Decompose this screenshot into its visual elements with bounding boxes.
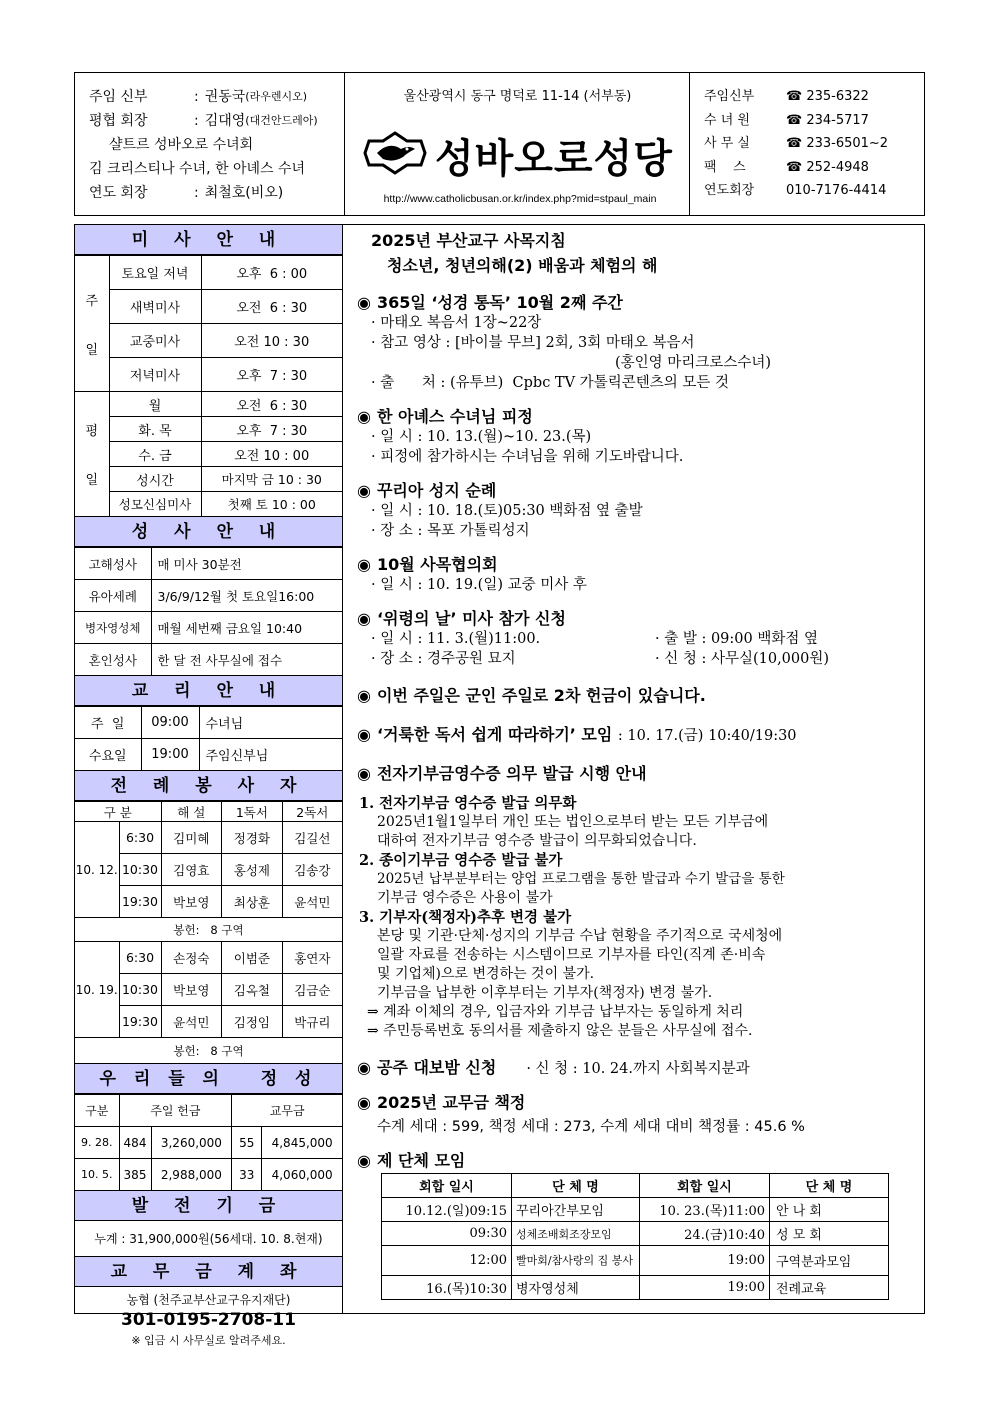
notice-title (357, 552, 922, 575)
ministers-title: 전 례 봉 사 자 (75, 771, 342, 801)
col-header: 해 설 (161, 802, 222, 822)
minister: 이범준 (222, 942, 283, 974)
mass-time: 오전 10 : 00 (201, 442, 342, 467)
doctrine-time: 09:00 (141, 707, 199, 739)
receipt-line: 2025년1월1일부터 개인 또는 법인으로부터 받는 모든 기부금에 (377, 814, 769, 830)
mass-time: 6:30 (119, 942, 161, 974)
sep: : (194, 89, 199, 105)
notice-title-text: 꾸리아 성지 순례 (376, 481, 497, 500)
sacrament-name: 고해성사 (75, 548, 151, 580)
council-line (89, 109, 344, 133)
mass-time: 오후 6 : 00 (201, 256, 342, 290)
bullet-icon: ◉ (357, 1151, 371, 1170)
doctrine-table (75, 706, 342, 771)
pastoral-title: 2025년 부산교구 사목지침 (371, 231, 566, 250)
col-header: 단 체 명 (512, 1174, 640, 1198)
minister: 윤석민 (161, 1006, 222, 1038)
col-header: 2독서 (282, 802, 342, 822)
contact-row (704, 132, 924, 156)
notice-title-text: 이번 주일은 군인 주일로 2차 헌금이 있습니다. (376, 686, 706, 705)
account-title: 교 무 금 계 좌 (75, 1257, 342, 1287)
mass-name: 저녁미사 (109, 358, 201, 392)
count: 385 (119, 1159, 151, 1191)
doctrine-title: 교 리 안 내 (75, 676, 342, 706)
count: 55 (232, 1127, 262, 1159)
mass-table (75, 255, 342, 517)
bullet-icon: ◉ (357, 407, 371, 426)
funeral-line (89, 181, 344, 205)
group-name: 빨마회/참사랑의 집 봉사 (512, 1246, 640, 1276)
sacrament-desc: 매 미사 30분전 (151, 548, 342, 580)
notice-title-text: 한 아녜스 수녀님 피정 (376, 407, 533, 426)
sep: : (194, 185, 199, 201)
col-header: 회합 일시 (640, 1174, 770, 1198)
bulletin-header (74, 72, 925, 216)
contact-label: 연도회장 (704, 183, 755, 198)
contact-row (704, 109, 924, 133)
minister: 김정임 (222, 1006, 283, 1038)
bullet-icon: ◉ (357, 686, 371, 705)
notice-title (357, 404, 922, 427)
mass-name: 성모신심미사 (109, 492, 201, 517)
week-date: 10. 12. (75, 822, 119, 918)
label-char: 주 (85, 293, 99, 309)
doctrine-day: 주 일 (75, 707, 141, 739)
minister: 김송강 (282, 854, 342, 886)
mass-time: 6:30 (119, 822, 161, 854)
bullet-icon: ◉ (357, 555, 371, 574)
mass-time: 19:30 (119, 1006, 161, 1038)
notice-detail: · 신 청 : 10. 24.까지 사회복지분과 (526, 1061, 750, 1077)
minister: 김옥철 (222, 974, 283, 1006)
notice-line: (홍인영 마리크로스수녀) (615, 355, 771, 371)
bullet-icon: ◉ (357, 1058, 371, 1077)
sacrament-desc: 3/6/9/12월 첫 토요일16:00 (151, 580, 342, 612)
website-url: http://www.catholicbusan.or.kr/index.php?mid=stpaul_main (383, 193, 657, 205)
minister: 최상훈 (222, 886, 283, 918)
group-name: 구역분과모임 (770, 1246, 889, 1276)
group-name: 성 모 회 (770, 1222, 889, 1246)
church-title-block (345, 73, 690, 215)
notice-title-text: 365일 ‘성경 통독’ 10월 2째 주간 (376, 293, 623, 312)
offering-table (75, 1094, 342, 1191)
group-time: 10. 23.(목)11:00 (640, 1198, 770, 1222)
notices-content (357, 228, 922, 1300)
notice-title (357, 761, 922, 784)
col-header: 단 체 명 (770, 1174, 889, 1198)
ministers-table (75, 801, 342, 1064)
account-number: 301-0195-2708-11 (121, 1310, 296, 1330)
receipt-line: 기부금을 납부한 이후부터는 기부자(책정자) 변경 불가. (377, 985, 713, 1001)
groups-table (381, 1173, 889, 1300)
notice-cell: · 장 소 : 경주공원 묘지 (371, 651, 516, 667)
offering-date: 9. 28. (75, 1127, 119, 1159)
group-name: 꾸리아간부모임 (512, 1198, 640, 1222)
contact-phone: ☎ 233-6501~2 (786, 136, 889, 151)
minister: 손정숙 (161, 942, 222, 974)
notice-line: · 장 소 : 목포 가톨릭성지 (371, 523, 530, 539)
sep: : (194, 113, 199, 129)
notice-line: · 마태오 복음서 1장~22장 (371, 315, 542, 331)
clergy-info (75, 73, 345, 215)
receipt-items (357, 794, 922, 1041)
contact-row (704, 85, 924, 109)
group-name: 병자영성체 (512, 1276, 640, 1300)
receipt-arrow-line: ⇒ 계좌 이체의 경우, 입금자와 기부금 납부자는 동일하게 처리 (367, 1004, 744, 1020)
doctrine-day: 수요일 (75, 739, 141, 771)
bank-name: 농협 (천주교부산교구유지재단) (126, 1293, 291, 1307)
pastoral-subtitle: 청소년, 청년의해(2) 배움과 체험의 해 (387, 256, 658, 275)
person-note: (라우렌시오) (245, 90, 308, 103)
group-time: 16.(목)10:30 (382, 1276, 512, 1300)
offering-title: 우 리 들 의 정 성 (75, 1064, 342, 1094)
address: 울산광역시 동구 명덕로 11-14 (서부동) (403, 89, 632, 104)
sacraments-table (75, 547, 342, 676)
offering-group: 봉헌: 8 구역 (75, 1038, 342, 1064)
sacrament-name: 유아세례 (75, 580, 151, 612)
receipt-line: 대하여 전자기부금 영수증 발급이 의무화되었습니다. (377, 833, 697, 849)
notice-title-text: ‘거룩한 독서 쉽게 따라하기’ 모임 (376, 725, 613, 744)
notice-line: · 출 처 : (유투브) Cpbc TV 가톨릭콘텐츠의 모든 것 (371, 375, 729, 391)
contact-info (690, 73, 924, 215)
mass-time: 19:30 (119, 886, 161, 918)
notice-cell: · 출 발 : 09:00 백화점 옆 (655, 631, 818, 647)
notice-title (357, 1090, 922, 1113)
notice-title (357, 683, 922, 706)
account-note: ※ 입금 시 사무실로 알려주세요. (131, 1334, 286, 1347)
mass-name: 월 (109, 392, 201, 417)
minister: 홍연자 (282, 942, 342, 974)
group-time: 19:00 (640, 1276, 770, 1300)
label-char: 평 (85, 424, 99, 439)
label-char: 일 (85, 473, 99, 488)
contact-phone: 010-7176-4414 (786, 183, 887, 198)
col-header: 구분 (75, 1095, 119, 1127)
amount: 4,845,000 (262, 1127, 342, 1159)
contact-label: 수 녀 원 (704, 112, 750, 128)
receipt-line: 2025년 납부분부터는 양업 프로그램을 통한 발급과 수기 발급을 통한 (377, 871, 785, 887)
receipt-item-head: 1. 전자기부금 영수증 발급 의무화 (359, 795, 577, 812)
col-header: 구 분 (75, 802, 161, 822)
minister: 홍성제 (222, 854, 283, 886)
group-name: 성체조배회조장모임 (512, 1222, 640, 1246)
person-name: 권동국 (204, 89, 246, 105)
minister: 박규리 (282, 1006, 342, 1038)
contact-label: 사 무 실 (704, 136, 750, 151)
mass-time: 오전 10 : 30 (201, 324, 342, 358)
mass-name: 새벽미사 (109, 290, 201, 324)
notice-title (357, 606, 922, 629)
mass-time: 10:30 (119, 854, 161, 886)
fund-title: 발 전 기 금 (75, 1191, 342, 1221)
notice-title-text: ‘위령의 날’ 미사 참가 신청 (376, 609, 566, 628)
group-time: 12:00 (382, 1246, 512, 1276)
bullet-icon: ◉ (357, 725, 371, 744)
mass-name: 교중미사 (109, 324, 201, 358)
person-name: 김대영 (204, 113, 246, 129)
contact-label: 주임신부 (704, 89, 755, 104)
week-date: 10. 19. (75, 942, 119, 1038)
notice-title-text: 전자기부금영수증 의무 발급 시행 안내 (376, 764, 647, 783)
col-header: 1독서 (222, 802, 283, 822)
fund-total: 누계 : 31,900,000원(56세대. 10. 8.현재) (75, 1221, 342, 1257)
label-char: 일 (85, 342, 99, 358)
minister: 박보영 (161, 974, 222, 1006)
mass-name: 화. 목 (109, 417, 201, 442)
mass-time: 마지막 금 10 : 30 (201, 467, 342, 492)
mass-title: 미 사 안 내 (75, 225, 342, 255)
receipt-line: 및 기업체)으로 변경하는 것이 불가. (377, 966, 595, 982)
minister: 김미혜 (161, 822, 222, 854)
church-name: 성바오로성당 (435, 136, 673, 182)
group-time: 24.(금)10:40 (640, 1222, 770, 1246)
amount: 4,060,000 (262, 1159, 342, 1191)
notice-line: · 피정에 참가하시는 수녀님을 위해 기도바랍니다. (371, 449, 684, 465)
receipt-line: 본당 및 기관·단체·성지의 기부금 수납 현황을 주기적으로 국세청에 (377, 928, 783, 944)
amount: 2,988,000 (151, 1159, 232, 1191)
notice-detail: : 10. 17.(금) 10:40/19:30 (617, 728, 797, 744)
minister: 박보영 (161, 886, 222, 918)
role-label: 연도 회장 (89, 185, 148, 201)
sisters-line: 샬트르 성바오로 수녀회 (109, 137, 254, 153)
offering-date: 10. 5. (75, 1159, 119, 1191)
notice-title (357, 722, 922, 745)
receipt-item-head: 3. 기부자(책정자)추후 변경 불가 (359, 909, 572, 926)
mass-time: 첫째 토 10 : 00 (201, 492, 342, 517)
contact-phone: ☎ 252-4948 (786, 159, 869, 175)
group-name: 전례교육 (770, 1276, 889, 1300)
doctrine-who: 수녀님 (199, 707, 342, 739)
notice-title (357, 290, 922, 313)
notice-line (357, 629, 922, 649)
sacrament-desc: 한 달 전 사무실에 접수 (151, 644, 342, 676)
bullet-icon: ◉ (357, 481, 371, 500)
col-header: 회합 일시 (382, 1174, 512, 1198)
dues-line: 수계 세대 : 599, 책정 세대 : 273, 수계 세대 대비 책정률 : 45.6 % (377, 1119, 805, 1135)
notice-line: · 일 시 : 10. 19.(일) 교중 미사 후 (371, 577, 587, 593)
sacrament-desc: 매월 세번째 금요일 10:40 (151, 612, 342, 644)
bullet-icon: ◉ (357, 1093, 371, 1112)
mass-time: 오후 7 : 30 (201, 358, 342, 392)
contact-row (704, 156, 924, 180)
receipt-line: 일괄 자료를 전송하는 시스템이므로 기부자를 타인(직계 존·비속 (377, 947, 766, 963)
bullet-icon: ◉ (357, 609, 371, 628)
role-label: 주임 신부 (89, 89, 148, 105)
bullet-icon: ◉ (357, 764, 371, 783)
mass-time: 오후 7 : 30 (201, 417, 342, 442)
minister: 김금순 (282, 974, 342, 1006)
minister: 김영효 (161, 854, 222, 886)
group-time: 09:30 (382, 1222, 512, 1246)
dove-logo (363, 131, 427, 175)
role-label: 평협 회장 (89, 113, 148, 129)
doctrine-time: 19:00 (141, 739, 199, 771)
group-time: 10.12.(일)09:15 (382, 1198, 512, 1222)
receipt-arrow-line: ⇒ 주민등록번호 동의서를 제출하지 않은 분들은 사무실에 접수. (367, 1023, 753, 1039)
notice-line: · 일 시 : 10. 18.(토)05:30 백화점 옆 출발 (371, 503, 643, 519)
receipt-line: 기부금 영수증은 사용이 불가 (377, 890, 553, 906)
group-name: 안 나 회 (770, 1198, 889, 1222)
minister: 정경화 (222, 822, 283, 854)
contact-row (704, 179, 924, 203)
notice-cell: · 일 시 : 11. 3.(월)11:00. (371, 631, 541, 647)
person-name: 최철호(비오) (204, 185, 284, 201)
group-time: 19:00 (640, 1246, 770, 1276)
notice-line: · 참고 영상 : [바이블 무브] 2회, 3회 마태오 복음서 (371, 335, 695, 351)
sacrament-name: 병자영성체 (75, 612, 151, 644)
pastor-line (89, 85, 344, 109)
weekday-label (75, 392, 109, 517)
mass-name: 수. 금 (109, 442, 201, 467)
notice-title (357, 1148, 922, 1171)
notice-title-text: 제 단체 모임 (376, 1151, 466, 1170)
mass-time: 오전 6 : 30 (201, 392, 342, 417)
col-header: 주일 헌금 (119, 1095, 232, 1127)
receipt-item-head: 2. 종이기부금 영수증 발급 불가 (359, 852, 563, 869)
notice-title-text: 공주 대보밤 신청 (376, 1058, 497, 1077)
minister: 윤석민 (282, 886, 342, 918)
sisters-names: 김 크리스티나 수녀, 한 아녜스 수녀 (89, 161, 306, 177)
count: 33 (232, 1159, 262, 1191)
sacrament-name: 혼인성사 (75, 644, 151, 676)
notice-title-text: 10월 사목협의회 (376, 555, 498, 574)
left-sidebar (74, 224, 343, 1347)
sunday-label (75, 256, 109, 392)
notice-title (357, 478, 922, 501)
notice-line: · 일 시 : 10. 13.(월)~10. 23.(목) (371, 429, 592, 445)
doctrine-who: 주임신부님 (199, 739, 342, 771)
col-header: 교무금 (232, 1095, 342, 1127)
notice-title (357, 1055, 922, 1078)
account-block (75, 1287, 342, 1348)
mass-time: 10:30 (119, 974, 161, 1006)
count: 484 (119, 1127, 151, 1159)
person-note: (대건안드레아) (245, 114, 318, 127)
offering-group: 봉헌: 8 구역 (75, 918, 342, 942)
minister: 김길선 (282, 822, 342, 854)
mass-name: 성시간 (109, 467, 201, 492)
mass-time: 오전 6 : 30 (201, 290, 342, 324)
amount: 3,260,000 (151, 1127, 232, 1159)
bullet-icon: ◉ (357, 293, 371, 312)
contact-phone: ☎ 235-6322 (786, 89, 869, 104)
mass-name: 토요일 저녁 (109, 256, 201, 290)
notice-line (357, 649, 922, 669)
contact-phone: ☎ 234-5717 (786, 112, 869, 128)
sacraments-title: 성 사 안 내 (75, 517, 342, 547)
contact-label: 팩 스 (704, 159, 746, 175)
notice-cell: · 신 청 : 사무실(10,000원) (655, 651, 830, 667)
notice-title-text: 2025년 교무금 책정 (376, 1093, 526, 1112)
